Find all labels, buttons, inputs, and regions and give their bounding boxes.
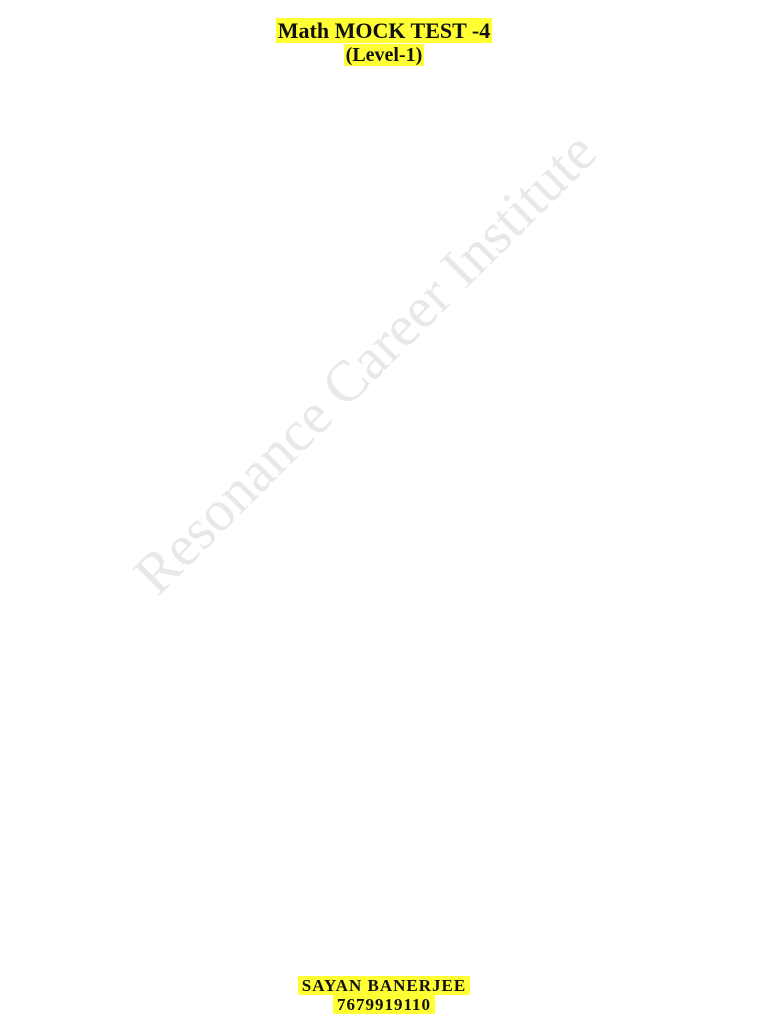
page-title: Math MOCK TEST -4 xyxy=(277,18,491,43)
author-phone: 7679919110 xyxy=(0,995,768,1015)
author-name: SAYAN BANERJEE xyxy=(0,976,768,996)
watermark: Resonance Career Institute xyxy=(120,118,609,607)
page-subtitle: (Level-1) xyxy=(345,44,423,66)
